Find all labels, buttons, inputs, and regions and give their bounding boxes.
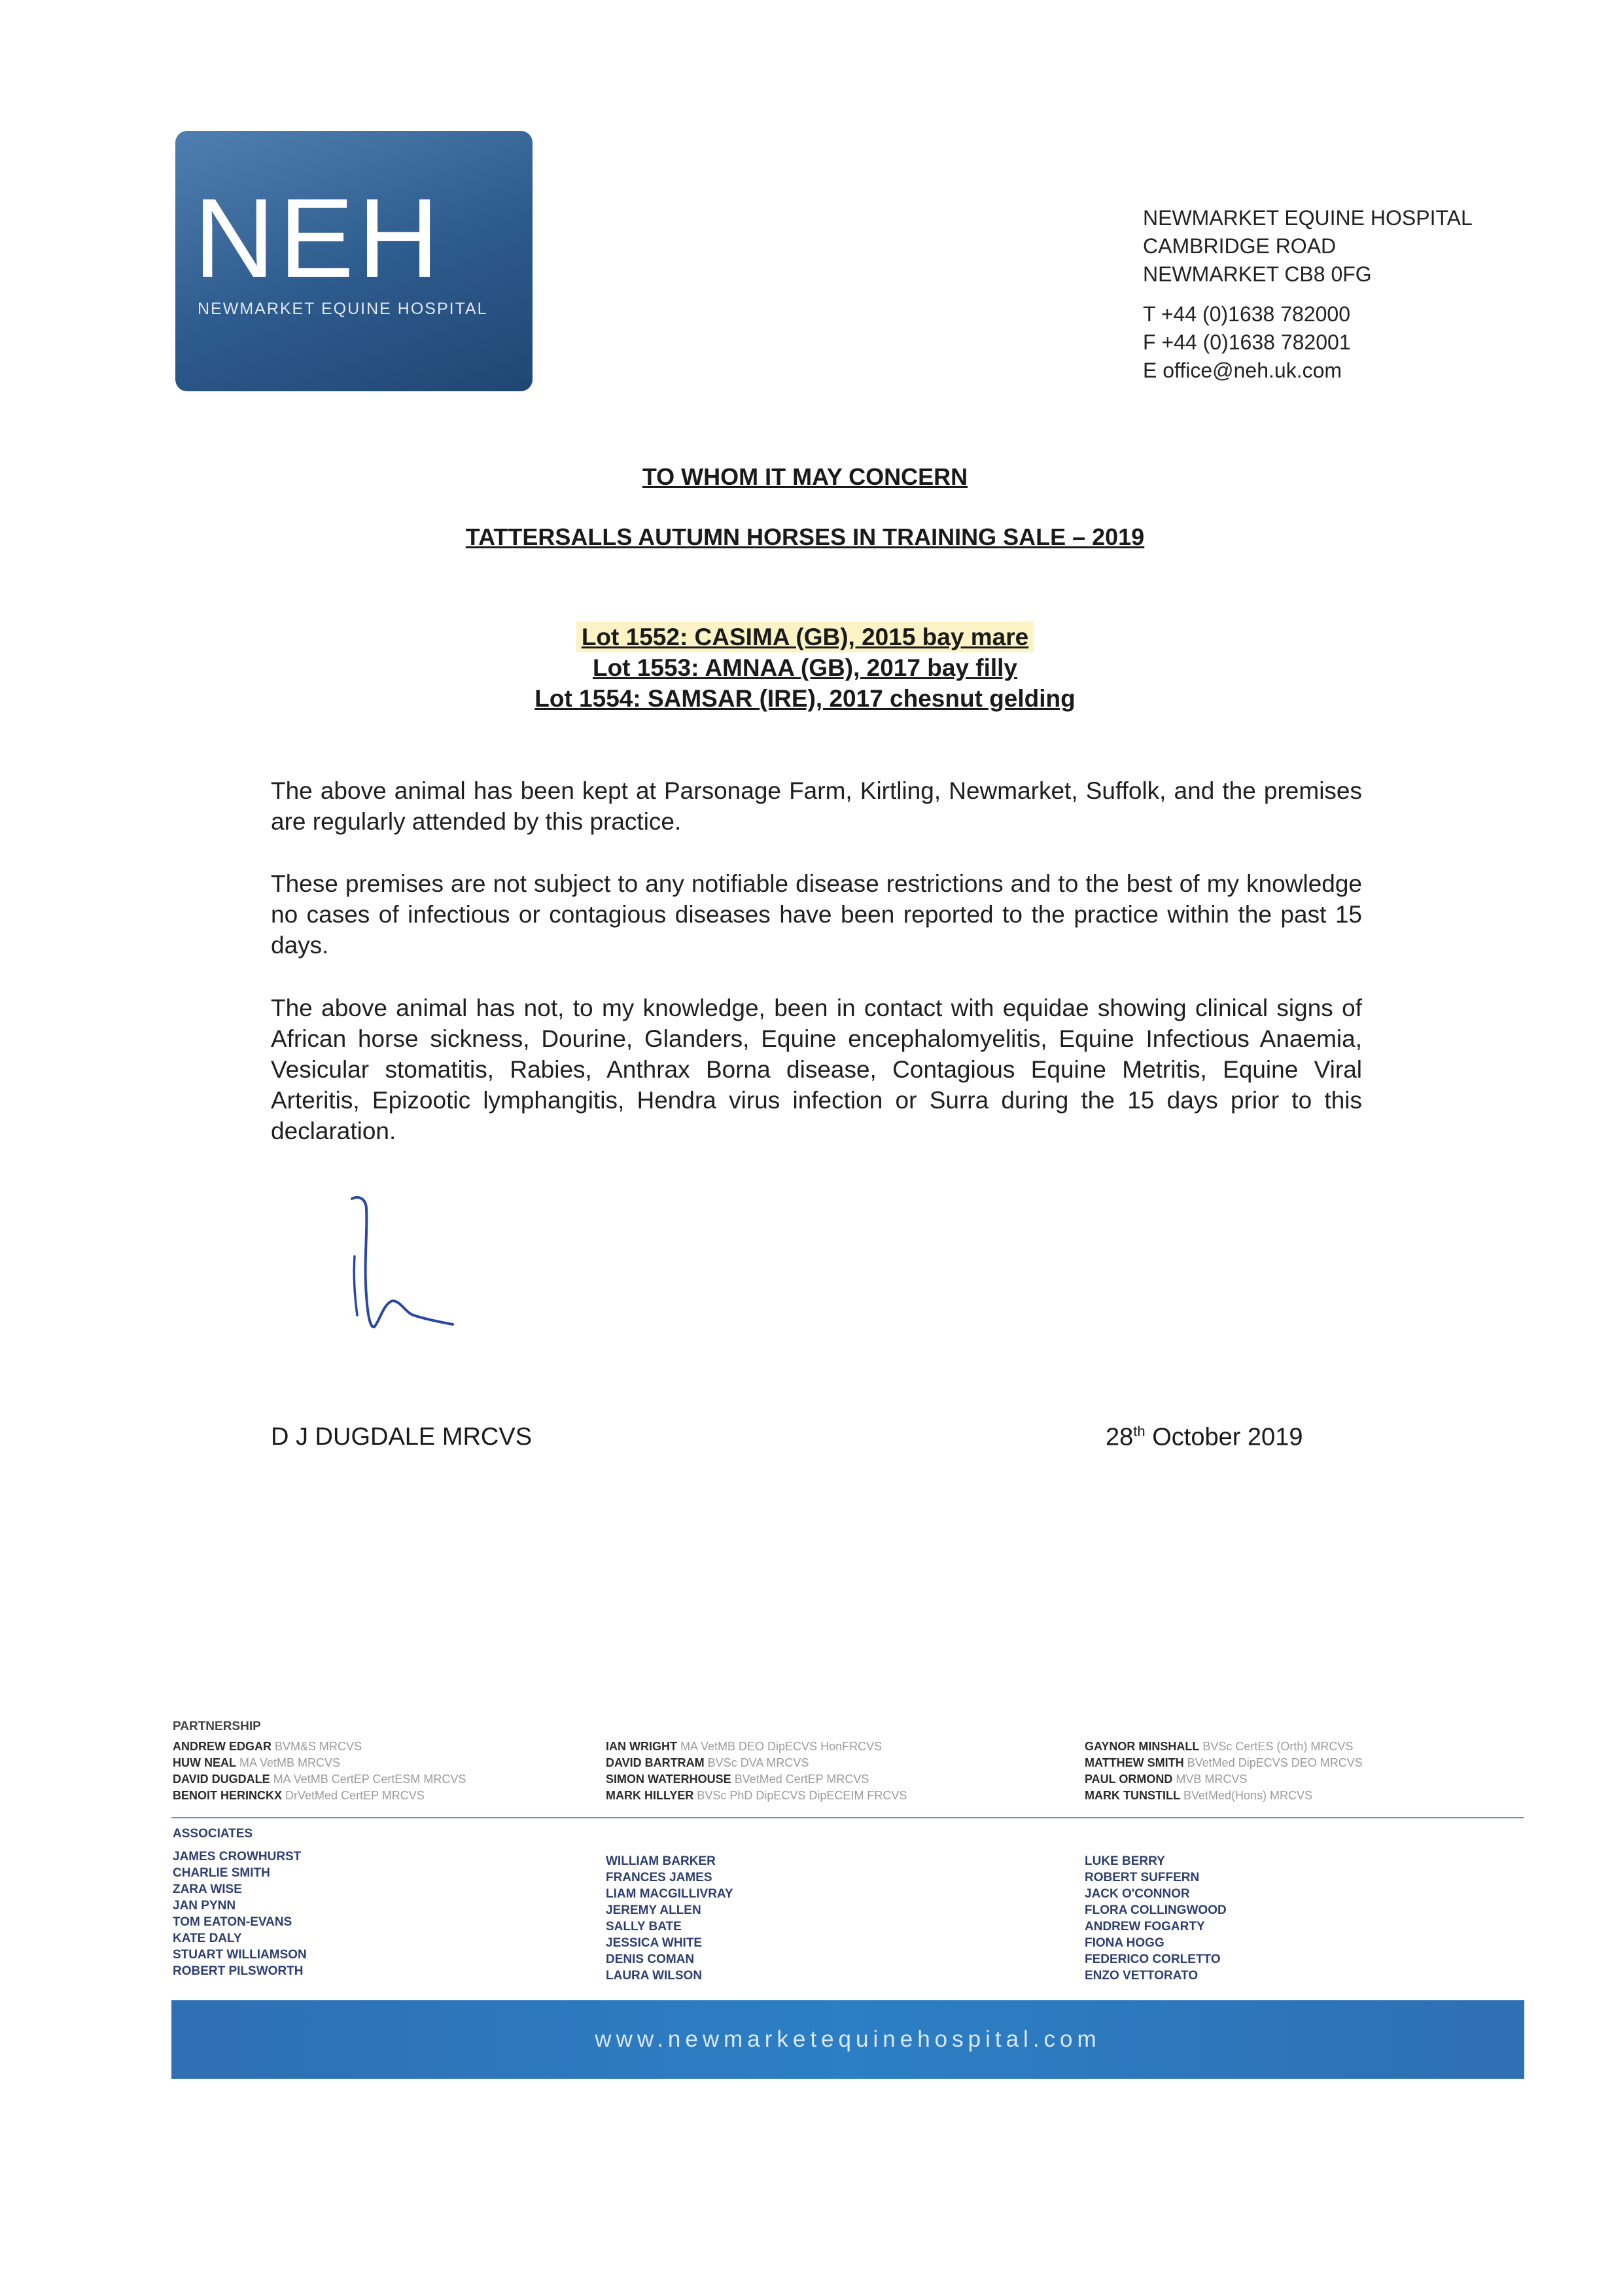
fax: F +44 (0)1638 782001: [1143, 330, 1351, 354]
partners-column-2: [606, 1739, 907, 1804]
associate-name: ANDREW FOGARTY: [1085, 1920, 1205, 1934]
partner-row: PAUL ORMOND MVB MRCVS: [1085, 1773, 1248, 1786]
associate-name: ENZO VETTORATO: [1085, 1969, 1199, 1983]
paragraph-1: The above animal has been kept at Parsonage Farm, Kirtling, Newmarket, Suffolk, and the premises are regularly attended by this practice.: [271, 777, 1362, 835]
partner-row: ANDREW EDGAR BVM&S MRCVS: [173, 1740, 362, 1753]
logo-subtitle: NEWMARKET EQUINE HOSPITAL: [198, 300, 488, 318]
associate-name: LUKE BERRY: [1085, 1854, 1165, 1868]
lot-item: Lot 1553: AMNAA (GB), 2017 bay filly: [592, 654, 1018, 681]
associate-name: LAURA WILSON: [606, 1969, 703, 1983]
associate-name: JACK O'CONNOR: [1085, 1887, 1190, 1901]
date-day: 28: [1106, 1423, 1134, 1451]
address-line-1: NEWMARKET EQUINE HOSPITAL: [1143, 206, 1473, 230]
partner-row: MARK TUNSTILL BVetMed(Hons) MRCVS: [1085, 1789, 1313, 1802]
associates-label: ASSOCIATES: [173, 1827, 253, 1841]
associate-name: KATE DALY: [173, 1932, 242, 1945]
associate-name: ZARA WISE: [173, 1882, 242, 1896]
associate-name: JEREMY ALLEN: [606, 1903, 701, 1917]
associate-name: JAMES CROWHURST: [173, 1850, 302, 1863]
signer-name: D J DUGDALE MRCVS: [271, 1423, 533, 1451]
associate-name: TOM EATON-EVANS: [173, 1915, 292, 1929]
partner-row: DAVID BARTRAM BVSc DVA MRCVS: [606, 1756, 809, 1769]
associate-name: FIONA HOGG: [1085, 1936, 1164, 1950]
associate-name: ROBERT SUFFERN: [1085, 1871, 1200, 1884]
associates-column-2: [606, 1853, 733, 1984]
address-line-2: CAMBRIDGE ROAD: [1143, 234, 1337, 258]
partner-row: DAVID DUGDALE MA VetMB CertEP CertESM MRCVS: [173, 1773, 466, 1786]
partners-column-3: [1085, 1739, 1363, 1804]
associate-name: CHARLIE SMITH: [173, 1866, 270, 1880]
associate-name: JAN PYNN: [173, 1899, 236, 1913]
email: E office@neh.uk.com: [1143, 359, 1342, 382]
lot-item: Lot 1552: CASIMA (GB), 2015 bay mare: [576, 622, 1034, 652]
partners-column-1: [173, 1739, 466, 1804]
date-rest: October 2019: [1145, 1423, 1303, 1451]
associates-column-3: [1085, 1853, 1227, 1984]
partner-row: MARK HILLYER BVSc PhD DipECVS DipECEIM FRCVS: [606, 1789, 907, 1802]
logo-mark: NEH: [194, 175, 444, 301]
heading-sale: TATTERSALLS AUTUMN HORSES IN TRAINING SALE – 2019: [465, 523, 1145, 550]
associate-name: STUART WILLIAMSON: [173, 1948, 307, 1962]
associate-name: FLORA COLLINGWOOD: [1085, 1903, 1227, 1917]
associates-column-1: [173, 1848, 307, 1979]
heading-to-whom: TO WHOM IT MAY CONCERN: [642, 463, 968, 490]
letter-date: [1106, 1423, 1303, 1452]
address-line-3: NEWMARKET CB8 0FG: [1143, 262, 1372, 286]
telephone: T +44 (0)1638 782000: [1143, 302, 1350, 326]
website-link[interactable]: www.newmarketequinehospital.com: [595, 2026, 1101, 2052]
paragraph-2: These premises are not subject to any notifiable disease restrictions and to the best of my knowledge no cases of infectious or contagious diseases have been reported to the practice within the past 15 days.: [271, 870, 1362, 959]
partner-row: HUW NEAL MA VetMB MRCVS: [173, 1756, 341, 1769]
lot-list: [0, 622, 1610, 714]
address-block: [1143, 204, 1509, 385]
partner-row: GAYNOR MINSHALL BVSc CertES (Orth) MRCVS: [1085, 1740, 1354, 1753]
partner-row: MATTHEW SMITH BVetMed DipECVS DEO MRCVS: [1085, 1756, 1363, 1769]
neh-logo: [175, 131, 533, 391]
associate-name: ROBERT PILSWORTH: [173, 1964, 304, 1978]
footer-divider: [171, 1817, 1524, 1818]
partnership-label: PARTNERSHIP: [173, 1720, 261, 1733]
associate-name: JESSICA WHITE: [606, 1936, 703, 1950]
paragraph-3: The above animal has not, to my knowledge, been in contact with equidae showing clinical signs of African horse sickness, Dourine, Glanders, Equine encephalomyelitis, Equine Infectious Anaemia, Vesicular stomatitis, Rabies, Anthrax Borna disease, Contagious Equine Metritis, Equine Viral Arteritis, Epizootic lymphangitis, Hendra virus infection or Surra during the 15 days prior to this declaration.: [271, 995, 1362, 1144]
partner-row: SIMON WATERHOUSE BVetMed CertEP MRCVS: [606, 1773, 869, 1786]
partner-row: IAN WRIGHT MA VetMB DEO DipECVS HonFRCVS: [606, 1740, 883, 1753]
signature-icon: [340, 1191, 471, 1341]
associate-name: LIAM MACGILLIVRAY: [606, 1887, 733, 1901]
associate-name: FRANCES JAMES: [606, 1871, 712, 1884]
date-suffix: th: [1133, 1423, 1146, 1439]
associate-name: DENIS COMAN: [606, 1952, 695, 1966]
associate-name: FEDERICO CORLETTO: [1085, 1952, 1221, 1966]
partner-row: BENOIT HERINCKX DrVetMed CertEP MRCVS: [173, 1789, 425, 1802]
associate-name: SALLY BATE: [606, 1920, 682, 1934]
lot-item: Lot 1554: SAMSAR (IRE), 2017 chesnut gelding: [534, 685, 1076, 712]
footer-bar: [171, 2000, 1524, 2079]
associate-name: WILLIAM BARKER: [606, 1854, 716, 1868]
